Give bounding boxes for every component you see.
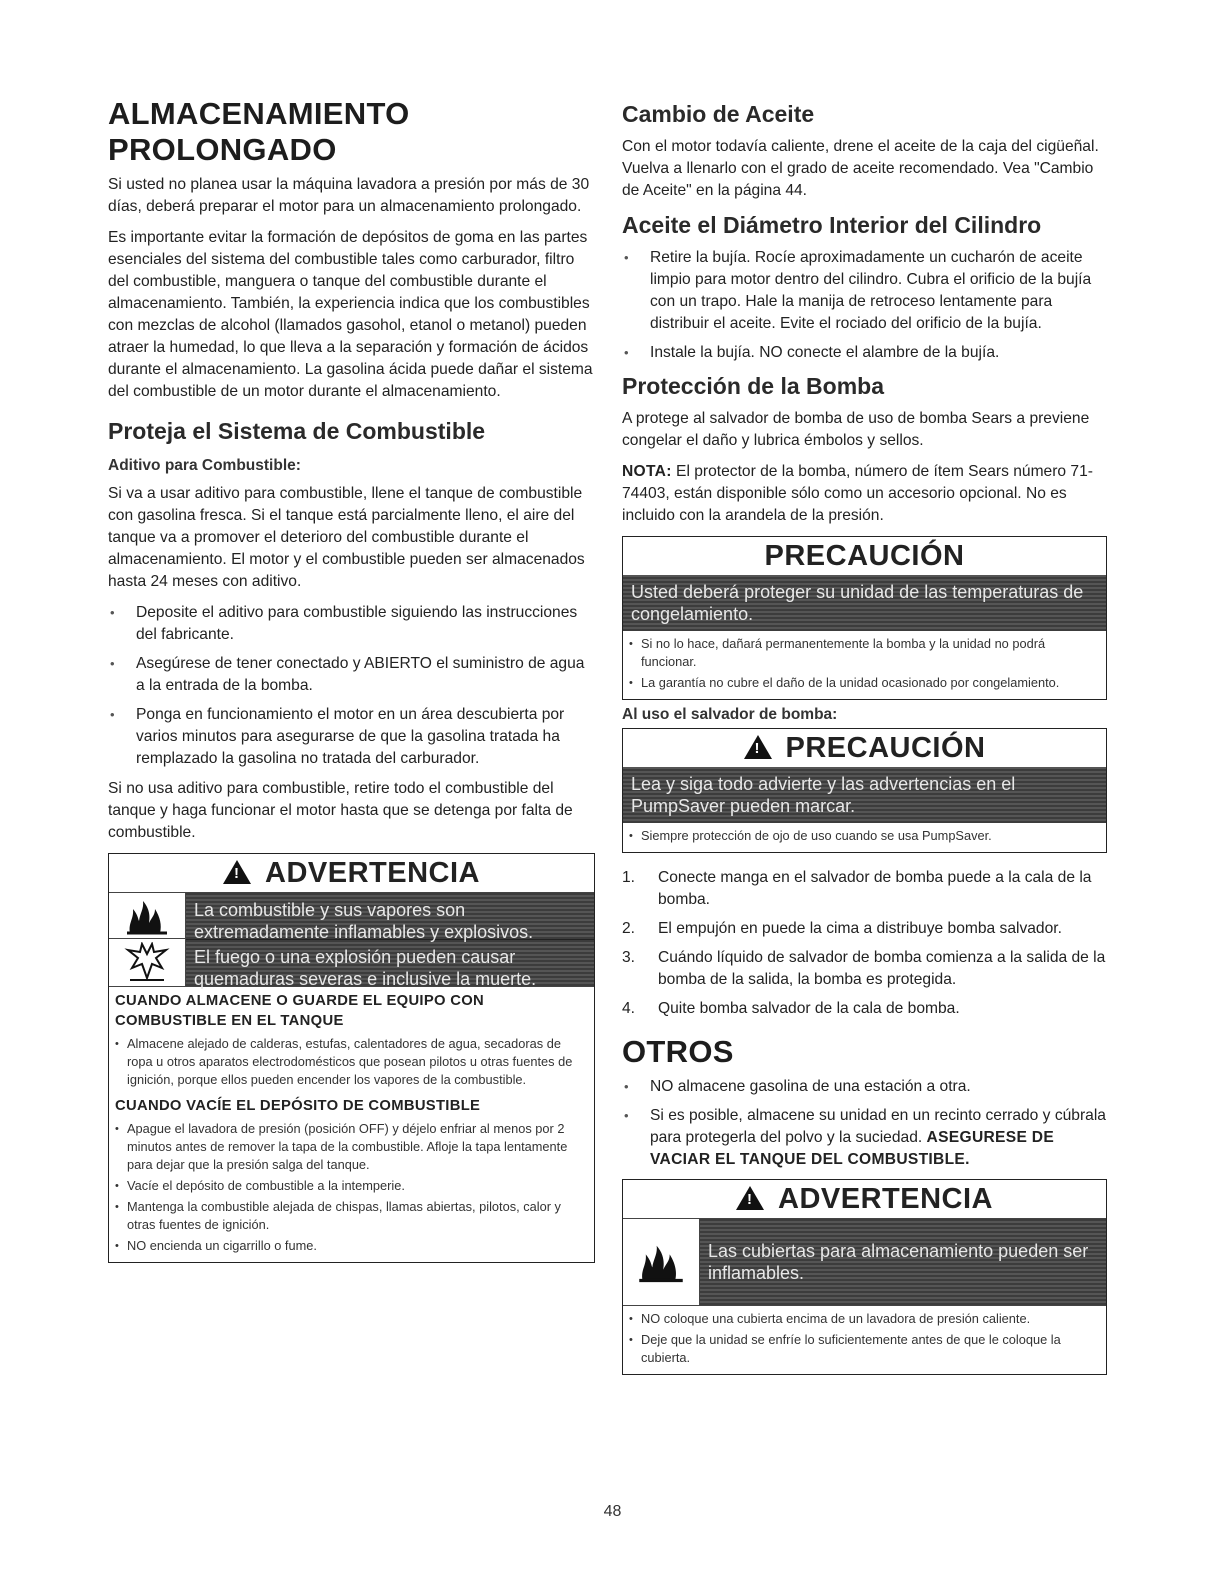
caution-title: PRECAUCIÓN [785, 732, 986, 764]
warning-message-stack [186, 893, 594, 989]
caution-box-pumpsaver [622, 728, 1107, 853]
intro-paragraph-1: Si usted no planea usar la máquina lavadora a presión por más de 30 días, deberá preparar el motor para un almacenamiento prolongado. [108, 176, 590, 215]
pump-protection-title: Protección de la Bomba [622, 373, 885, 399]
note-label: NOTA: [622, 463, 672, 480]
fire-icon [623, 1219, 700, 1305]
step-text: El empujón en puede la cima a distribuye bomba salvador. [658, 920, 1062, 937]
pump-saver-label: Al uso el salvador de bomba: [622, 706, 838, 723]
explosion-icon [109, 939, 185, 984]
no-additive-paragraph: Si no usa aditivo para combustible, retire todo el combustible del tanque y haga funcionar el motor hasta que se detenga por falta de combustible. [108, 780, 573, 841]
fuel-additive-subtitle: Aditivo para Combustible: [108, 457, 301, 474]
list-item: • Siempre protección de ojo de uso cuando se usa PumpSaver. [629, 827, 1100, 845]
warning-header [623, 1180, 1106, 1218]
page-title: ALMACENAMIENTO PROLONGADO [108, 96, 410, 167]
list-item: • Si no lo hace, dañará permanentemente la bomba y la unidad no podrá funcionar. [629, 635, 1100, 671]
others-title: OTROS [622, 1034, 734, 1069]
step-number: 3. [622, 949, 636, 966]
list-item [622, 1105, 1107, 1171]
fuel-section-title: Proteja el Sistema de Combustible [108, 418, 486, 444]
step-number: 4. [622, 1000, 636, 1017]
left-column [108, 96, 595, 1269]
list-item: • Apague el lavadora de presión (posición OFF) y déjelo enfriar al menos por 2 minutos antes de remover la tapa de la combustible. Afloje la tapa lentamente para dejar que la presión salga del tanque. [115, 1120, 588, 1174]
warning-title: ADVERTENCIA [778, 1183, 993, 1215]
caution-message: Usted deberá proteger su unidad de las temperaturas de congelamiento. [623, 575, 1106, 631]
pump-protection-paragraph: A protege al salvador de bomba de uso de bomba Sears a previene congelar el daño y lubrica émbolos y sellos. [622, 410, 1090, 449]
caution-title: PRECAUCIÓN [764, 540, 965, 572]
warning-title: ADVERTENCIA [265, 857, 480, 889]
warning-list [623, 1305, 1106, 1374]
list-item: • Asegúrese de tener conectado y ABIERTO el suministro de agua a la entrada de la bomba. [108, 653, 595, 697]
right-column [622, 96, 1107, 1381]
step-number: 1. [622, 869, 636, 886]
step-item [622, 947, 1107, 991]
list-item: • Vacíe el depósito de combustible a la intemperie. [115, 1177, 588, 1195]
warning-header [109, 854, 594, 892]
warning-message-1: La combustible y sus vapores son extremadamente inflamables y explosivos. [186, 893, 594, 940]
caution-box-freezing [622, 536, 1107, 700]
warning-hazard-row [109, 892, 594, 989]
list-item: • NO almacene gasolina de una estación a otra. [622, 1076, 1107, 1098]
intro-paragraph-2: Es importante evitar la formación de depósitos de goma en las partes esenciales del sistema del combustible tales como carburador, filtro del combustible, manguera o tanque del combustible durante el almacenamiento. También, la experiencia indica que los combustibles con mezclas de alcohol (llamados gasohol, etanol o metanol) pueden atraer la humedad, lo que lleva a la separación y formación de ácidos durante el almacenamiento. La gasolina ácida puede dañar el sistema del combustible de un motor durante el almacenamiento. [108, 229, 593, 400]
step-number: 2. [622, 920, 636, 937]
list-item: • Instale la bujía. NO conecte el alambre de la bujía. [622, 342, 1107, 364]
caution-list [623, 823, 1106, 852]
list-item: • NO coloque una cubierta encima de un lavadora de presión caliente. [629, 1310, 1100, 1328]
step-text: Quite bomba salvador de la cala de bomba. [658, 1000, 960, 1017]
list-item: • NO encienda un cigarrillo o fume. [115, 1237, 588, 1255]
fuel-additive-paragraph: Si va a usar aditivo para combustible, llene el tanque de combustible con gasolina fresca. Si el tanque está parcialmente lleno, el aire del tanque va a promover el deterioro del combustible durante el almacenamiento. El motor y el combustible pueden ser almacenados hasta 24 meses con aditivo. [108, 485, 585, 590]
cylinder-title: Aceite el Diámetro Interior del Cilindro [622, 212, 1042, 238]
emptying-list [109, 1116, 594, 1262]
note-paragraph [622, 461, 1107, 527]
warning-triangle-icon [744, 735, 772, 759]
list-item: • Almacene alejado de calderas, estufas, calentadores de agua, secadoras de ropa u otros aparatos electrodomésticos que posean pilotos u otras fuentes de ignición, porque ellos pueden encender los vapores de la combustible. [115, 1035, 588, 1089]
oil-change-title: Cambio de Aceite [622, 101, 815, 127]
caution-list [623, 631, 1106, 699]
caution-message: Lea y siga todo advierte y las advertencias en el PumpSaver pueden marcar. [623, 767, 1106, 823]
step-item [622, 918, 1107, 940]
list-item: • Retire la bujía. Rocíe aproximadamente un cucharón de aceite limpio para motor dentro del cilindro. Cubra el orificio de la bujía con un trapo. Hale la manija de retroceso lentamente para distribuir el aceite. Evite el rociado del orificio de la bujía. [622, 247, 1107, 335]
warning-message: Las cubiertas para almacenamiento pueden ser inflamables. [700, 1219, 1106, 1305]
page-number: 48 [603, 1503, 622, 1520]
warning-instructions [109, 986, 594, 1262]
caution-header [623, 729, 1106, 767]
storage-subhead: CUANDO ALMACENE O GUARDE EL EQUIPO CON COMBUSTIBLE EN EL TANQUE [115, 993, 485, 1029]
list-item-emphasis: ASEGURESE DE VACIAR EL TANQUE DEL COMBUSTIBLE. [650, 1129, 1055, 1168]
list-item: • Ponga en funcionamiento el motor en un área descubierta por varios minutos para asegurarse de que la gasolina tratada ha remplazado la gasolina no tratada del carburador. [108, 704, 595, 770]
step-item [622, 998, 1107, 1020]
storage-list [109, 1031, 594, 1096]
step-item [622, 867, 1107, 911]
pump-saver-steps [622, 867, 1107, 1020]
list-item-text: Si es posible, almacene su unidad en un recinto cerrado y cúbrala para protegerla del polvo y la suciedad. [650, 1107, 1106, 1146]
hazard-icons [109, 893, 186, 986]
warning-triangle-icon [736, 1186, 764, 1210]
emptying-subhead: CUANDO VACÍE EL DEPÓSITO DE COMBUSTIBLE [115, 1098, 481, 1114]
cover-warning-box [622, 1179, 1107, 1375]
cylinder-list [622, 247, 1107, 364]
others-list [622, 1076, 1107, 1171]
step-text: Cuándo líquido de salvador de bomba comienza a la salida de la bomba de la salida, la bomba es protegida. [658, 949, 1106, 988]
step-text: Conecte manga en el salvador de bomba puede a la cala de la bomba. [658, 869, 1092, 908]
oil-change-paragraph: Con el motor todavía caliente, drene el aceite de la caja del cigüeñal. Vuelva a llenarlo con el grado de aceite recomendado. Vea "Cambio de Aceite" en la página 44. [622, 138, 1099, 199]
fuel-additive-list [108, 602, 595, 770]
note-text: El protector de la bomba, número de ítem Sears número 71-74403, están disponible sólo como un accesorio opcional. No es incluido con la arandela de la presión. [622, 463, 1093, 524]
fuel-warning-box [108, 853, 595, 1263]
warning-hazard-row [623, 1218, 1106, 1305]
list-item: • Deposite el aditivo para combustible siguiendo las instrucciones del fabricante. [108, 602, 595, 646]
warning-triangle-icon [223, 860, 251, 884]
list-item: • La garantía no cubre el daño de la unidad ocasionado por congelamiento. [629, 674, 1100, 692]
warning-message-2: El fuego o una explosión pueden causar quemaduras severas e inclusive la muerte. [186, 940, 594, 986]
list-item: • Mantenga la combustible alejada de chispas, llamas abiertas, pilotos, calor y otras fuentes de ignición. [115, 1198, 588, 1234]
fire-icon [109, 893, 185, 939]
list-item: • Deje que la unidad se enfríe lo suficientemente antes de que le coloque la cubierta. [629, 1331, 1100, 1367]
